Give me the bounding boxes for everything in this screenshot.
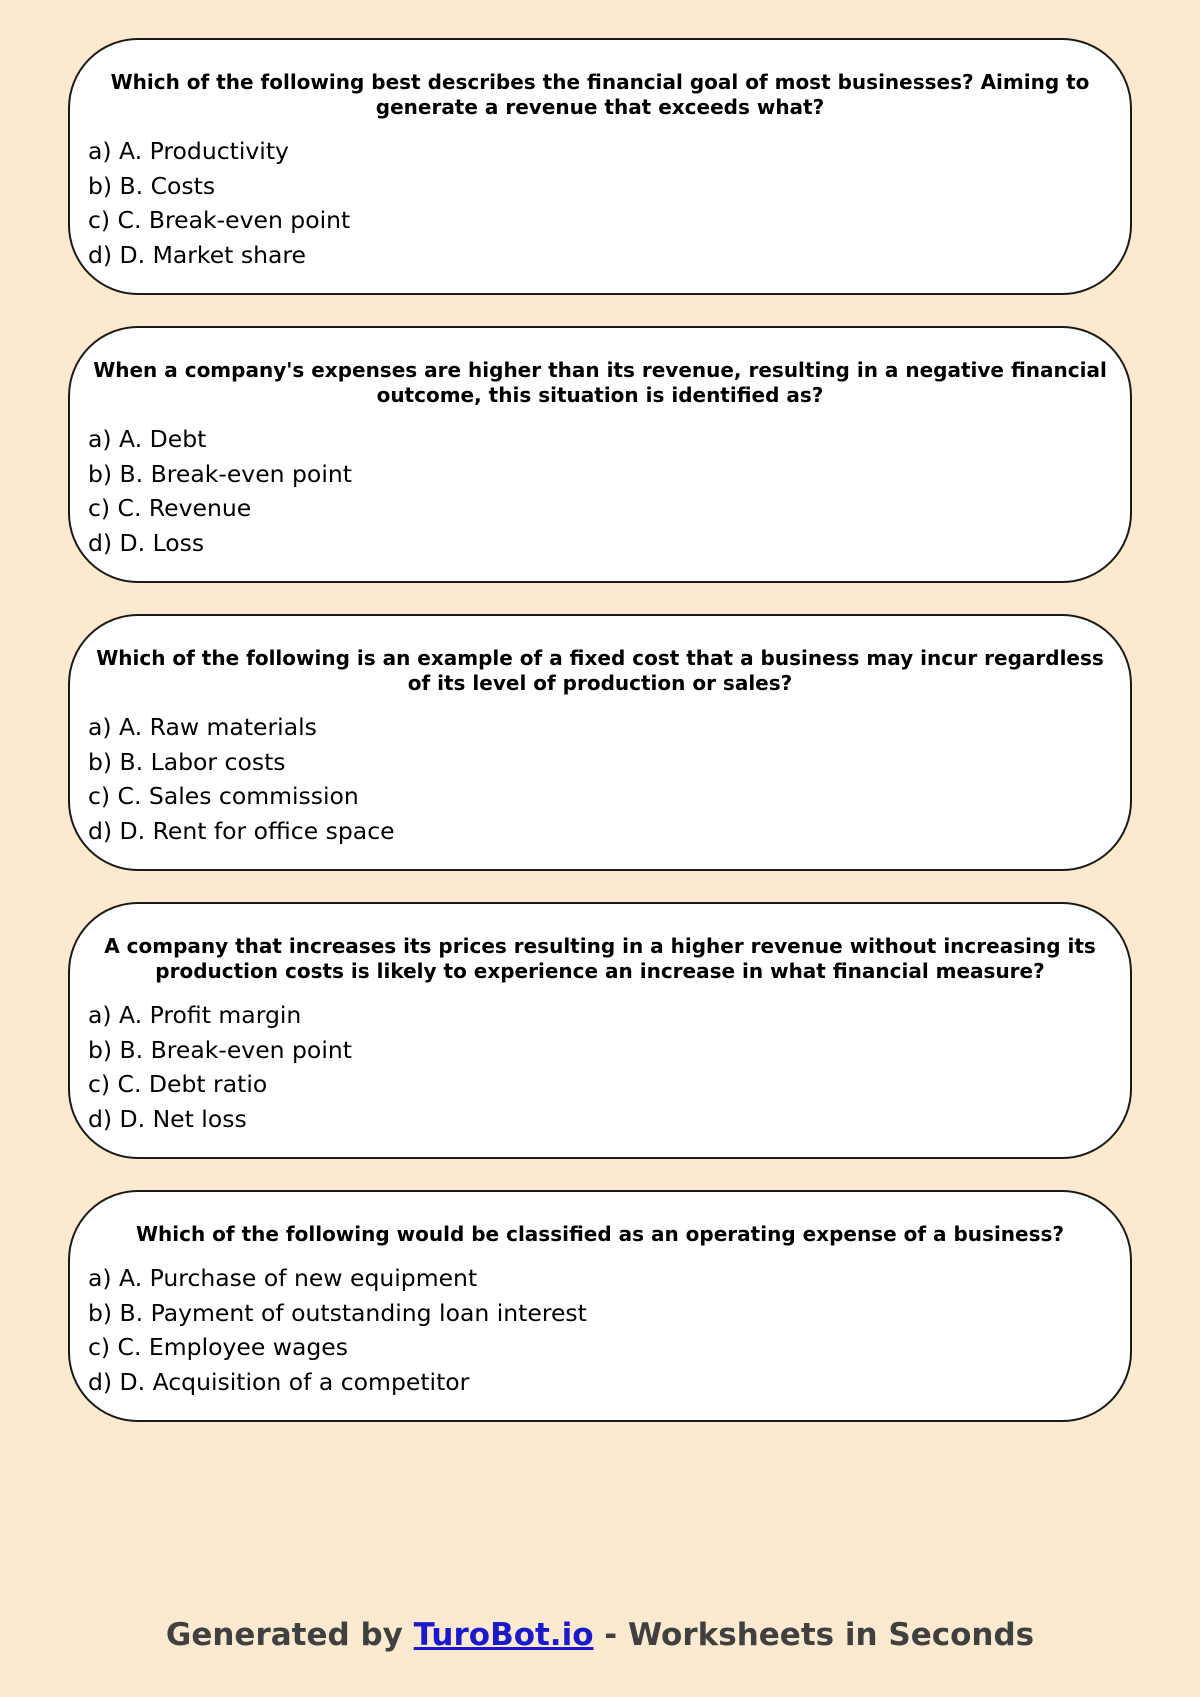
option-d: d) D. Rent for office space: [88, 816, 395, 845]
options-list: [90, 710, 1110, 848]
option-a: a) A. Debt: [88, 425, 207, 453]
question-text: When a company's expenses are higher than its revenue, resulting in a negative financial outcome, this situation is identified as?: [93, 358, 1107, 407]
question-text: Which of the following would be classified as an operating expense of a business?: [135, 1222, 1065, 1246]
footer-suffix: - Worksheets in Seconds: [593, 1617, 1035, 1653]
option-c: c) C. Revenue: [88, 494, 252, 522]
question-card-4: [68, 902, 1132, 1159]
options-list: [90, 422, 1110, 560]
option-b: b) B. Payment of outstanding loan interest: [88, 1298, 587, 1327]
option-a: a) A. Raw materials: [88, 713, 317, 741]
option-a: a) A. Productivity: [88, 137, 289, 165]
option-b: b) B. Costs: [88, 171, 216, 200]
option-c: c) C. Sales commission: [88, 782, 359, 810]
question-text: Which of the following best describes the financial goal of most businesses? Aiming to generate a revenue that exceeds what?: [110, 70, 1090, 119]
option-d: d) D. Market share: [88, 240, 306, 269]
options-list: [90, 134, 1110, 272]
options-list: [90, 1261, 1110, 1399]
option-d: d) D. Acquisition of a competitor: [88, 1367, 470, 1396]
options-list: [90, 998, 1110, 1136]
option-c: c) C. Break-even point: [88, 206, 351, 234]
footer-prefix: Generated by: [165, 1617, 414, 1653]
question-text: A company that increases its prices resulting in a higher revenue without increasing its production costs is likely to experience an increase in what financial measure?: [104, 934, 1096, 983]
question-card-5: [68, 1190, 1132, 1422]
option-d: d) D. Loss: [88, 528, 205, 557]
footer: [0, 1617, 1200, 1653]
worksheet: [68, 38, 1132, 1453]
option-a: a) A. Purchase of new equipment: [88, 1264, 478, 1292]
turobot-link[interactable]: TuroBot.io: [413, 1617, 594, 1653]
option-c: c) C. Employee wages: [88, 1333, 349, 1361]
question-text: Which of the following is an example of a fixed cost that a business may incur regardless of its level of production or sales?: [96, 646, 1104, 695]
option-b: b) B. Break-even point: [88, 1035, 352, 1064]
question-card-1: [68, 38, 1132, 295]
option-b: b) B. Break-even point: [88, 459, 352, 488]
option-d: d) D. Net loss: [88, 1104, 247, 1133]
question-card-2: [68, 326, 1132, 583]
question-card-3: [68, 614, 1132, 871]
option-a: a) A. Profit margin: [88, 1001, 302, 1029]
option-b: b) B. Labor costs: [88, 747, 286, 776]
option-c: c) C. Debt ratio: [88, 1070, 268, 1098]
